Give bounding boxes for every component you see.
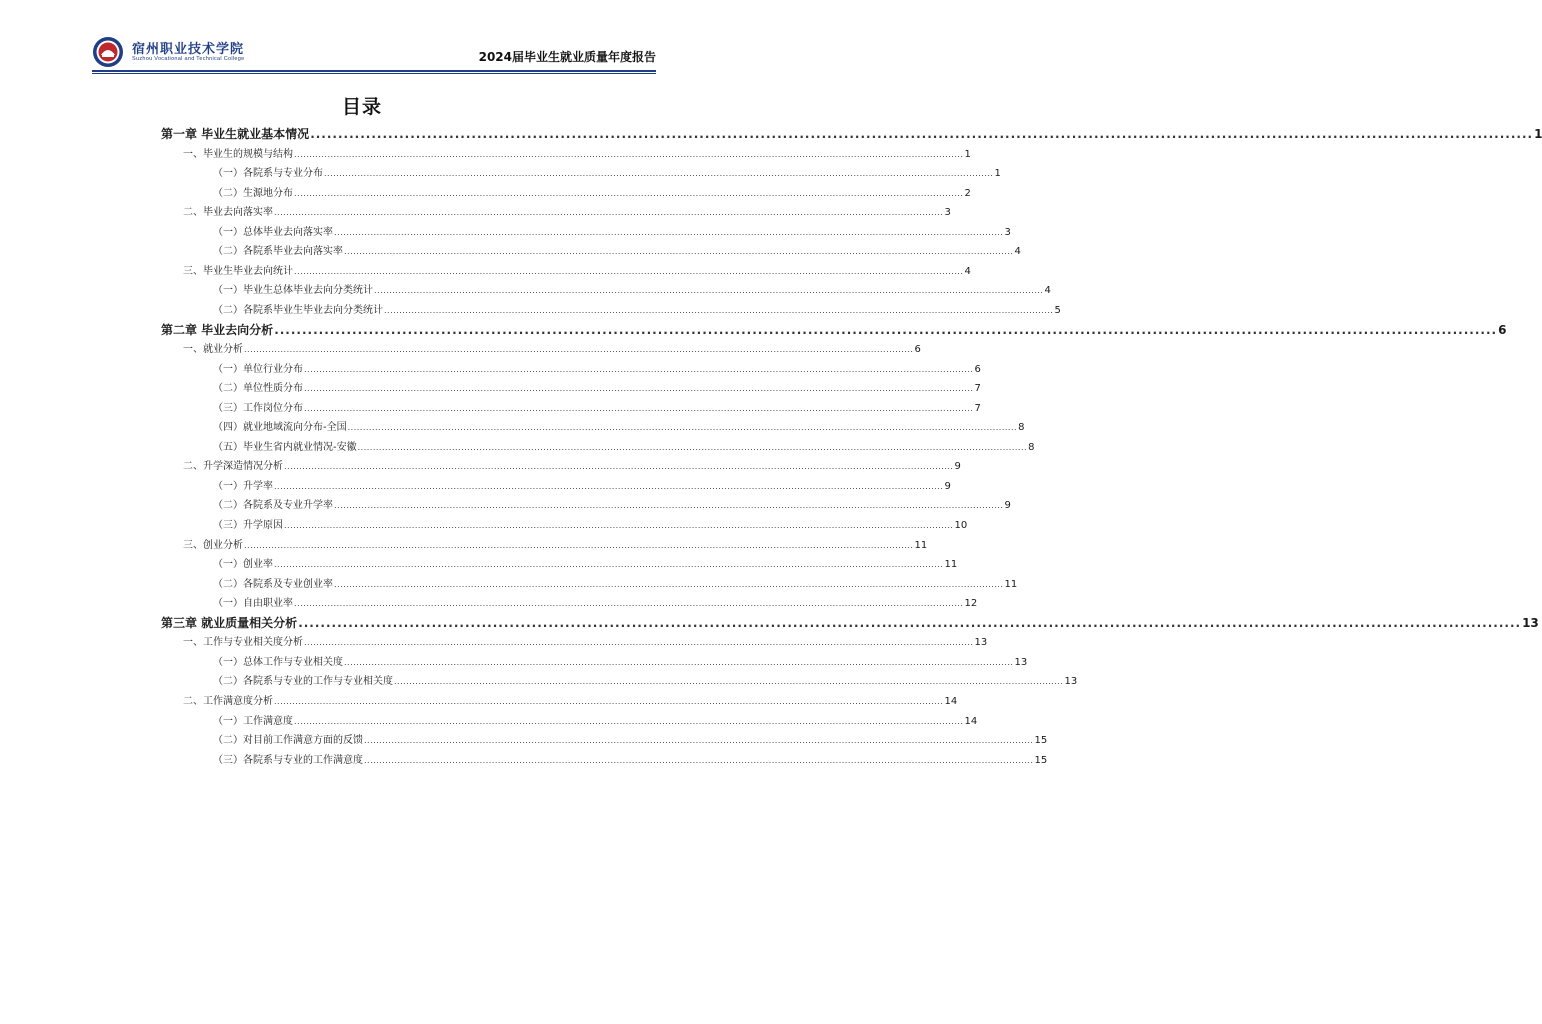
toc-entry-label: 二、升学深造情况分析 — [183, 461, 283, 473]
toc-entry-page: 7 — [974, 402, 981, 414]
toc-entry-page: 12 — [964, 598, 978, 610]
toc-subsection[interactable] — [213, 751, 1048, 766]
toc-entry-page: 9 — [954, 461, 961, 473]
toc-entry-page: 1 — [1534, 127, 1542, 141]
toc-entry-page: 13 — [1014, 656, 1028, 668]
toc-section[interactable] — [183, 457, 961, 473]
toc-entry-page: 4 — [1044, 285, 1051, 297]
toc-entry-label: （三）升学原因 — [213, 520, 283, 531]
toc-entry-label: 第三章 就业质量相关分析 — [161, 615, 298, 630]
toc-entry-label: （三）工作岗位分布 — [213, 402, 303, 414]
toc-section[interactable] — [183, 262, 971, 277]
toc-entry-label: （四）就业地域流向分布-全国 — [213, 422, 347, 434]
toc-entry-label: （二）对目前工作满意方面的反馈 — [213, 735, 363, 747]
toc-entry-page: 6 — [974, 363, 981, 375]
page-header — [92, 34, 656, 74]
toc-entry-label: 一、就业分析 — [183, 344, 243, 356]
toc-dot-leader: ............................................................................................................................................................................................................................ — [374, 286, 1044, 296]
toc-subsection[interactable] — [213, 575, 1018, 590]
toc-entry-label: （一）各院系与专业分布 — [213, 168, 323, 180]
toc-entry-page: 4 — [1014, 246, 1021, 258]
toc-entry-page: 4 — [964, 265, 971, 277]
toc-entry-page: 8 — [1018, 422, 1025, 434]
toc-entry-page: 3 — [1004, 226, 1011, 238]
toc-entry-page: 11 — [914, 539, 928, 551]
toc-subsection[interactable] — [213, 438, 1035, 453]
toc-subsection[interactable] — [213, 223, 1011, 238]
toc-entry-label: （二）单位性质分布 — [213, 383, 303, 395]
toc-entry-label: （一）总体工作与专业相关度 — [213, 656, 343, 668]
toc-subsection[interactable] — [213, 496, 1011, 512]
college-logo-icon — [92, 36, 124, 68]
toc-entry-page: 6 — [1498, 322, 1507, 337]
report-title: 2024届毕业生就业质量年度报告 — [478, 50, 656, 64]
toc-dot-leader: ............................................................................................................................................................................................................................ — [324, 169, 994, 179]
toc-dot-leader: ............................................................................................................................................................................................................................ — [394, 677, 1064, 687]
toc-subsection[interactable] — [213, 477, 951, 492]
toc-dot-leader: ............................................................................................................................................................................................................................ — [310, 127, 1534, 141]
toc-section[interactable] — [183, 692, 958, 707]
toc-entry-label: （一）创业率 — [213, 559, 273, 571]
toc-entry-page: 9 — [1004, 500, 1011, 512]
toc-dot-leader: ............................................................................................................................................................................................................................ — [364, 755, 1034, 765]
toc-section[interactable] — [183, 203, 951, 219]
toc-entry-page: 8 — [1028, 441, 1035, 453]
toc-entry-page: 11 — [944, 559, 958, 571]
toc-entry-label: （二）各院系毕业去向落实率 — [213, 246, 343, 258]
college-name-cn: 宿州职业技术学院 — [132, 42, 245, 57]
toc-dot-leader: ............................................................................................................................................................................................................................ — [294, 149, 964, 159]
toc-entry-page: 9 — [944, 480, 951, 492]
toc-entry-label: 第二章 毕业去向分析 — [161, 322, 274, 337]
toc-section[interactable] — [183, 536, 928, 551]
toc-dot-leader: ............................................................................................................................................................................................................................ — [334, 579, 1004, 589]
toc-subsection[interactable] — [213, 672, 1078, 688]
toc-dot-leader: ............................................................................................................................................................................................................................ — [294, 599, 964, 609]
toc-entry-page: 3 — [944, 207, 951, 219]
header-rule-thin — [92, 73, 656, 74]
toc-entry-label: 二、毕业去向落实率 — [183, 207, 273, 219]
toc-dot-leader: ............................................................................................................................................................................................................................ — [304, 384, 974, 394]
toc-entry-label: 三、创业分析 — [183, 539, 243, 551]
toc-dot-leader: ............................................................................................................................................................................................................................ — [244, 540, 914, 550]
toc-dot-leader: ............................................................................................................................................................................................................................ — [334, 227, 1004, 237]
toc-subsection[interactable] — [213, 164, 1001, 180]
toc-dot-leader: ............................................................................................................................................................................................................................ — [284, 462, 954, 472]
toc-subsection[interactable] — [213, 281, 1051, 297]
toc-entry-label: （一）工作满意度 — [213, 715, 293, 727]
toc-entry-label: （三）各院系与专业的工作满意度 — [213, 754, 363, 766]
toc-subsection[interactable] — [213, 516, 968, 531]
toc-subsection[interactable] — [213, 418, 1025, 434]
toc-subsection[interactable] — [213, 399, 981, 414]
toc-entry-label: （二）各院系及专业创业率 — [213, 578, 333, 590]
toc-subsection[interactable] — [213, 594, 978, 610]
toc-entry-page: 14 — [944, 695, 958, 707]
toc-entry-label: （二）各院系毕业生毕业去向分类统计 — [213, 304, 383, 316]
toc-entry-label: 第一章 毕业生就业基本情况 — [161, 127, 310, 141]
toc-dot-leader: ............................................................................................................................................................................................................................ — [304, 638, 974, 648]
toc-dot-leader: ............................................................................................................................................................................................................................ — [294, 716, 964, 726]
toc-dot-leader: ............................................................................................................................................................................................................................ — [357, 442, 1028, 452]
toc-section[interactable] — [183, 340, 921, 356]
toc-entry-page: 13 — [1064, 676, 1078, 688]
toc-dot-leader: ............................................................................................................................................................................................................................ — [284, 521, 954, 530]
toc-entry-page: 2 — [964, 187, 971, 199]
toc-entry-page: 5 — [1054, 304, 1061, 316]
toc-dot-leader: ............................................................................................................................................................................................................................ — [294, 188, 964, 198]
toc-subsection[interactable] — [213, 712, 978, 727]
toc-title: 目录 — [341, 96, 382, 118]
toc-entry-page: 15 — [1034, 754, 1048, 766]
toc-entry-page: 6 — [914, 344, 921, 356]
toc-dot-leader: ............................................................................................................................................................................................................................ — [244, 345, 914, 355]
toc-section[interactable] — [183, 145, 971, 160]
toc-subsection[interactable] — [213, 301, 1061, 316]
toc-dot-leader: ............................................................................................................................................................................................................................ — [364, 736, 1034, 746]
toc-subsection[interactable] — [213, 555, 958, 571]
toc-chapter[interactable] — [161, 614, 1539, 631]
toc-subsection[interactable] — [213, 653, 1028, 668]
toc-dot-leader: ............................................................................................................................................................................................................................ — [334, 501, 1004, 511]
toc-entry-label: （一）毕业生总体毕业去向分类统计 — [213, 285, 373, 297]
toc-dot-leader: ............................................................................................................................................................................................................................ — [384, 305, 1054, 315]
toc-entry-label: （二）生源地分布 — [213, 187, 293, 199]
toc-subsection[interactable] — [213, 379, 981, 395]
toc-entry-label: 三、毕业生毕业去向统计 — [183, 265, 293, 277]
toc-subsection[interactable] — [213, 731, 1048, 747]
toc-entry-page: 7 — [974, 383, 981, 395]
toc-dot-leader: ............................................................................................................................................................................................................................ — [344, 657, 1014, 667]
toc-dot-leader: ............................................................................................................................................................................................................................ — [274, 481, 944, 491]
toc-dot-leader: ............................................................................................................................................................................................................................ — [344, 247, 1014, 257]
toc-chapter[interactable] — [161, 321, 1507, 338]
college-name-en: Suzhou Vocational and Technical College — [132, 56, 245, 62]
toc-entry-label: （一）自由职业率 — [213, 598, 293, 610]
toc-dot-leader: ............................................................................................................................................................................................................................ — [304, 403, 974, 413]
toc-entry-label: （二）各院系及专业升学率 — [213, 500, 333, 512]
toc-entry-label: 一、毕业生的规模与结构 — [183, 148, 293, 160]
toc-subsection[interactable] — [213, 184, 971, 199]
header-rule — [92, 70, 656, 72]
toc-entry-label: 一、工作与专业相关度分析 — [183, 637, 303, 649]
toc-dot-leader: ............................................................................................................................................................................................................................ — [274, 696, 944, 706]
toc-dot-leader: ............................................................................................................................................................................................................................ — [347, 423, 1018, 433]
toc-dot-leader: ............................................................................................................................................................................................................................ — [294, 266, 964, 276]
toc-entry-label: （一）升学率 — [213, 480, 273, 492]
toc-subsection[interactable] — [213, 360, 981, 375]
toc-dot-leader: ............................................................................................................................................................................................................................ — [298, 615, 1522, 630]
toc-subsection[interactable] — [213, 242, 1021, 258]
toc-entry-page: 1 — [994, 168, 1001, 180]
toc-entry-page: 13 — [974, 637, 988, 649]
toc-dot-leader: ............................................................................................................................................................................................................................ — [274, 560, 944, 570]
toc-entry-label: （二）各院系与专业的工作与专业相关度 — [213, 676, 393, 688]
toc-entry-label: （五）毕业生省内就业情况-安徽 — [213, 441, 357, 453]
toc-dot-leader: ............................................................................................................................................................................................................................ — [274, 322, 1498, 337]
toc-entry-page: 10 — [954, 520, 968, 531]
toc-dot-leader: ............................................................................................................................................................................................................................ — [274, 208, 944, 218]
toc-entry-page: 11 — [1004, 578, 1018, 590]
toc-entry-page: 15 — [1034, 735, 1048, 747]
toc-entry-label: 二、工作满意度分析 — [183, 695, 273, 707]
toc-section[interactable] — [183, 633, 988, 649]
toc-entry-page: 14 — [964, 715, 978, 727]
toc-entry-label: （一）单位行业分布 — [213, 363, 303, 375]
toc-entry-page: 13 — [1522, 615, 1539, 630]
toc-dot-leader: ............................................................................................................................................................................................................................ — [304, 364, 974, 374]
toc-chapter[interactable] — [161, 125, 1542, 142]
toc-entry-label: （一）总体毕业去向落实率 — [213, 226, 333, 238]
toc-entry-page: 1 — [964, 148, 971, 160]
